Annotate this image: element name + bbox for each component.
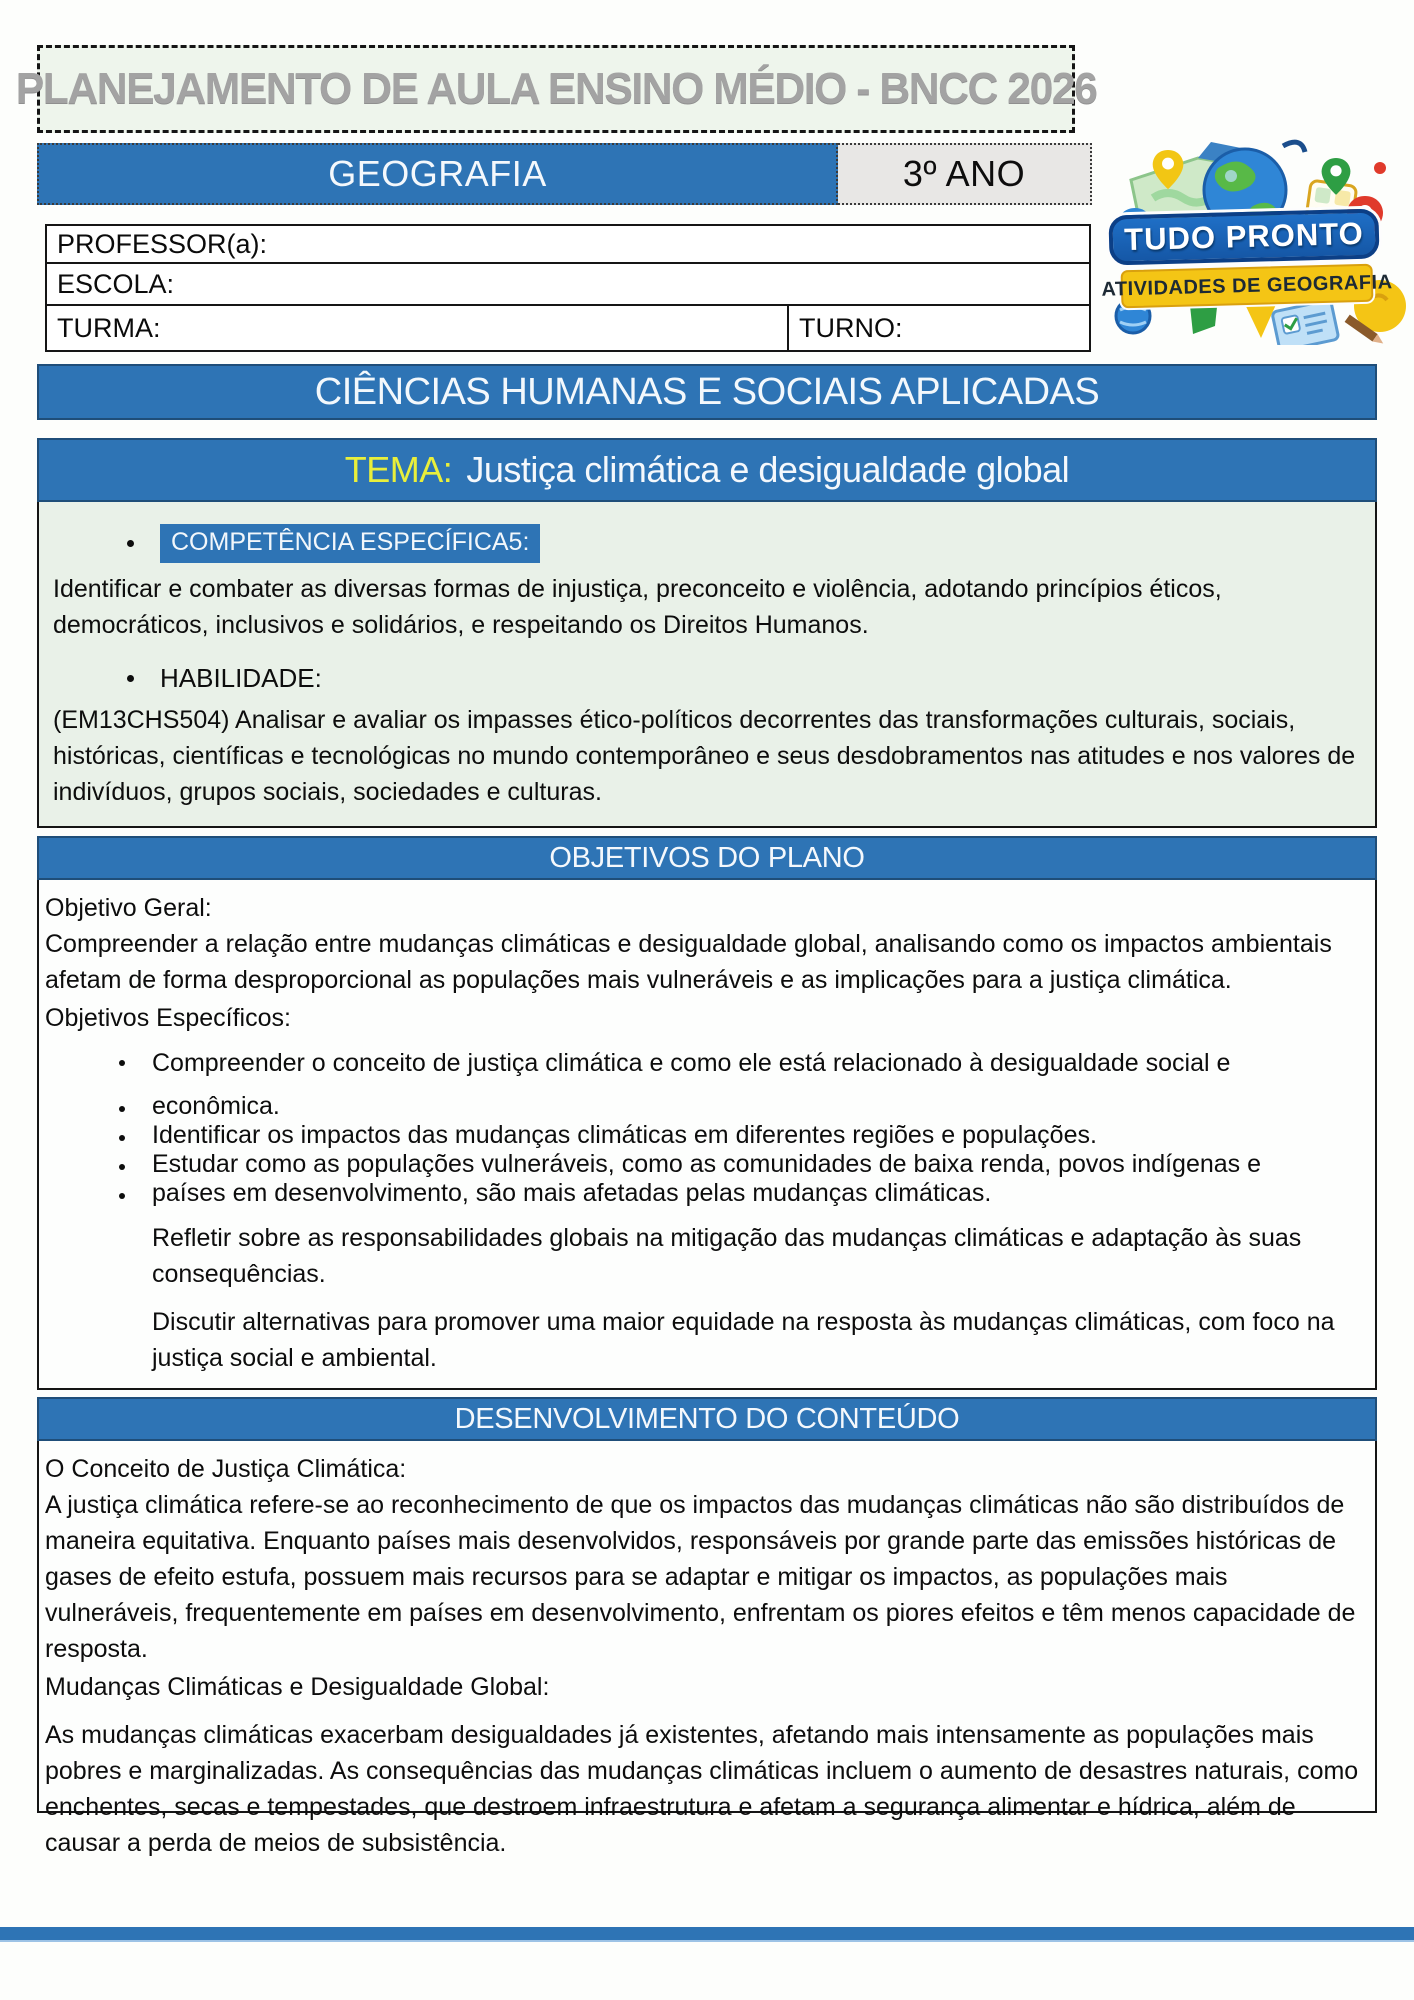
list-item: Estudar como as populações vulneráveis, como as comunidades de baixa renda, povos indígenas e [45,1150,1361,1179]
area-bar [37,364,1377,420]
tema-value: Justiça climática e desigualdade global [466,449,1070,490]
bullet-icon [127,540,134,547]
tema-section [37,438,1377,828]
logo-subtitle-banner [1101,264,1393,309]
turno-field[interactable] [903,306,1090,350]
document-title: PLANEJAMENTO DE AULA ENSINO MÉDIO - BNCC 2026 [15,64,1097,113]
brand-logo [1093,128,1414,345]
content-block-title: O Conceito de Justiça Climática: [45,1455,407,1483]
professor-field[interactable] [267,226,1089,262]
logo-title-banner [1108,208,1379,265]
objetivos-paragraph: Discutir alternativas para promover uma maior equidade na resposta às mudanças climáticas, com foco na justiça social e ambiental. [152,1308,1335,1372]
bullet-icon [119,1193,125,1199]
objetivo-geral-text: Compreender a relação entre mudanças climáticas e desigualdade global, analisando como os impactos ambientais afetam de forma desproporcional as populações mais vulneráveis e as implicações para a justiça climática. [45,930,1332,994]
objetivos-section [37,836,1377,1390]
objetivos-header: OBJETIVOS DO PLANO [549,841,865,874]
bullet-icon [119,1135,125,1141]
content-block-text: A justiça climática refere-se ao reconhecimento de que os impactos das mudanças climáticas não são distribuídos de maneira equitativa. Enquanto países mais desenvolvidos, responsáveis por grande parte das emissões históricas de gases de efeito estufa, possuem mais recursos para se adaptar e mitigar os impactos, as populações mais vulneráveis, frequentemente em países em desenvolvimento, enfrentam os piores efeitos e têm menos capacidade de resposta. [45,1491,1356,1663]
competencia-box [37,502,1377,828]
turno-cell [787,306,1089,350]
list-item: países em desenvolvimento, são mais afetadas pelas mudanças climáticas. [45,1179,1361,1208]
professor-label: PROFESSOR(a): [57,228,268,259]
document-title-box [15,45,1097,133]
turma-turno-row [47,304,1089,350]
habilidade-row [47,663,1367,694]
objetivos-body [37,880,1377,1390]
turma-label: TURMA: [57,312,161,343]
list-item: econômica. [45,1092,1361,1121]
escola-row [47,262,1089,304]
objetivos-especificos-label: Objetivos Específicos: [45,1004,291,1032]
objetivos-header-bar [37,836,1377,880]
competencia-row [47,524,1367,563]
competencia-label: COMPETÊNCIA ESPECÍFICA5: [160,524,540,563]
teacher-info-table [45,224,1091,352]
list-item: Compreender o conceito de justiça climática e como ele está relacionado à desigualdade social e [45,1046,1361,1080]
competencia-text: Identificar e combater as diversas formas de injustiça, preconceito e violência, adotando princípios éticos, democráticos, inclusivos e solidários, e respeitando os Direitos Humanos. [53,575,1222,639]
professor-row [47,226,1089,262]
red-dot-icon [1374,162,1386,174]
bullet-icon [119,1106,125,1112]
habilidade-label: HABILIDADE: [160,663,322,693]
objetivo-geral-label: Objetivo Geral: [45,894,212,922]
next-section-bar [0,1927,1414,1942]
checklist-card-icon [1272,300,1339,345]
subject-bar [37,143,838,205]
tema-bar [37,438,1377,502]
grade-label: 3º ANO [902,153,1026,194]
turma-field[interactable] [161,306,788,350]
desenvolvimento-header-bar [37,1397,1377,1441]
turno-label: TURNO: [799,312,903,343]
logo-subtitle: ATIVIDADES DE GEOGRAFIA [1101,270,1393,301]
escola-label: ESCOLA: [57,268,175,299]
content-block-title: Mudanças Climáticas e Desigualdade Global: [45,1673,550,1701]
tema-label: TEMA: [344,449,453,490]
habilidade-text: (EM13CHS504) Analisar e avaliar os impasses ético-políticos decorrentes das transformações culturais, sociais, históricas, científicas e tecnológicas no mundo contemporâneo e seus desdobramentos nas atitudes e nos valores de indivíduos, grupos sociais, sociedades e culturas. [53,706,1356,806]
bullet-icon [119,1060,125,1066]
objetivos-bullet-list [45,1046,1361,1208]
escola-field[interactable] [174,264,1089,304]
desenvolvimento-section [37,1397,1377,1857]
bullet-icon [119,1164,125,1170]
logo-title: TUDO PRONTO [1123,215,1365,258]
subject-label: GEOGRAFIA [328,153,547,194]
bullet-icon [127,675,134,682]
desenvolvimento-body [37,1441,1377,1857]
grade-box [838,143,1092,205]
list-item: Identificar os impactos das mudanças climáticas em diferentes regiões e populações. [45,1121,1361,1150]
objetivos-paragraph: Refletir sobre as responsabilidades globais na mitigação das mudanças climáticas e adaptação às suas consequências. [152,1224,1302,1288]
content-block-text: As mudanças climáticas exacerbam desigualdades já existentes, afetando mais intensamente as populações mais pobres e marginalizadas. As consequências das mudanças climáticas incluem o aumento de desastres naturais, como enchentes, secas e tempestades, que destroem infraestrutura e afetam a segurança alimentar e hídrica, além de causar a perda de meios de subsistência. [45,1721,1359,1857]
area-title: CIÊNCIAS HUMANAS E SOCIAIS APLICADAS [314,370,1100,413]
desenvolvimento-header: DESENVOLVIMENTO DO CONTEÚDO [454,1402,960,1435]
